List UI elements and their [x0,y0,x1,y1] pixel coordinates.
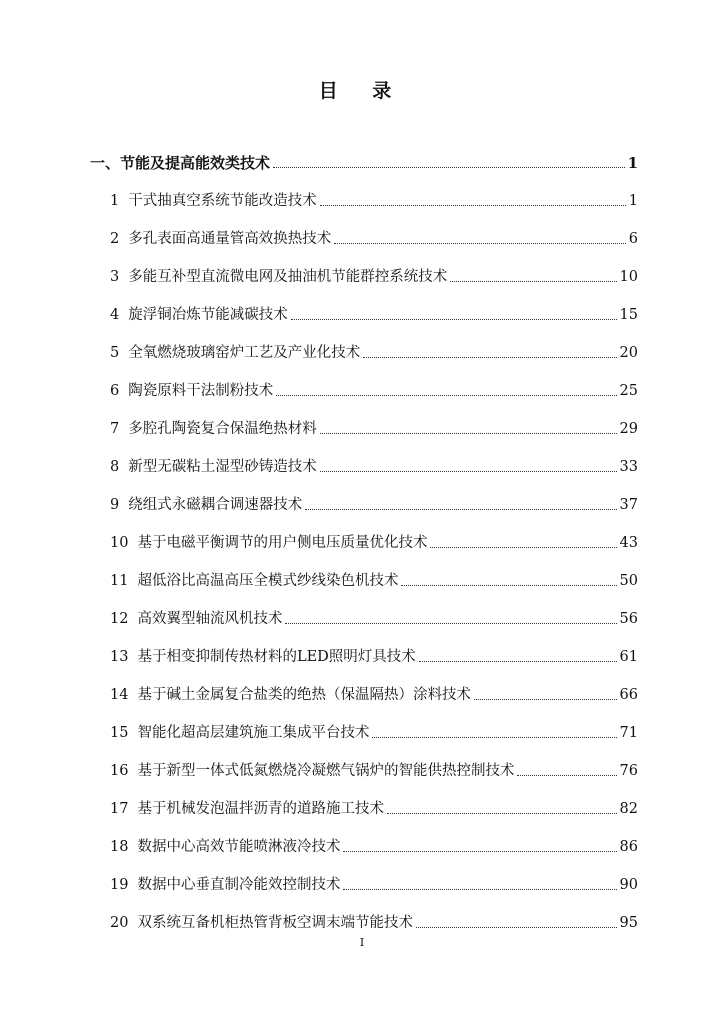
toc-item-label: 多能互补型直流微电网及抽油机节能群控系统技术 [128,269,448,285]
toc-item-page: 29 [619,421,638,437]
leader-dots [372,736,616,738]
toc-item[interactable] [110,264,638,286]
toc-item[interactable] [110,530,638,552]
toc-item-number: 18 [110,839,129,855]
leader-dots [416,926,617,928]
leader-dots [334,242,626,244]
toc-item-page: 15 [619,307,638,323]
toc-item-page: 33 [619,459,638,475]
toc-item-number: 17 [110,801,129,817]
leader-dots [401,584,616,586]
toc-item[interactable] [110,492,638,514]
toc-item-page: 66 [619,687,638,703]
toc-item-label: 高效翼型轴流风机技术 [137,611,283,627]
toc-item[interactable] [110,796,638,818]
toc-item[interactable] [110,682,638,704]
leader-dots [474,698,617,700]
leader-dots [273,166,625,168]
toc-item-label: 双系统互备机柜热管背板空调末端节能技术 [137,915,413,931]
toc-item-page: 6 [628,231,638,247]
toc-section-row[interactable] [90,150,638,172]
toc-item-page: 37 [619,497,638,513]
toc-item-label: 新型无碳粘土湿型砂铸造技术 [128,459,317,475]
toc-item-number: 7 [110,421,120,437]
toc-item-number: 16 [110,763,129,779]
toc-item[interactable] [110,872,638,894]
toc-item-number: 5 [110,345,120,361]
toc-item[interactable] [110,644,638,666]
toc-item[interactable] [110,302,638,324]
toc-item[interactable] [110,226,638,248]
toc-item-number: 6 [110,383,120,399]
leader-dots [291,318,617,320]
toc-item-label: 基于新型一体式低氮燃烧冷凝燃气锅炉的智能供热控制技术 [137,763,515,779]
toc-item-number: 14 [110,687,129,703]
toc-item-label: 基于相变抑制传热材料的LED照明灯具技术 [137,649,416,665]
toc-item-number: 1 [110,193,120,209]
toc-item-page: 90 [619,877,638,893]
leader-dots [305,508,616,510]
toc-item-number: 3 [110,269,120,285]
toc-item-number: 8 [110,459,120,475]
toc-item-label: 全氧燃烧玻璃窑炉工艺及产业化技术 [128,345,361,361]
leader-dots [343,850,616,852]
toc-item-number: 9 [110,497,120,513]
toc-item-label: 绕组式永磁耦合调速器技术 [128,497,303,513]
toc-item[interactable] [110,378,638,400]
leader-dots [320,432,617,434]
leader-dots [363,356,616,358]
toc-item-label: 智能化超高层建筑施工集成平台技术 [137,725,370,741]
toc-section-page: 1 [627,154,638,172]
toc-item-label: 数据中心高效节能喷淋液冷技术 [137,839,341,855]
toc-item-number: 2 [110,231,120,247]
leader-dots [419,660,617,662]
leader-dots [517,774,616,776]
toc-item[interactable] [110,188,638,210]
toc-item[interactable] [110,416,638,438]
toc-item[interactable] [110,910,638,932]
toc-item[interactable] [110,454,638,476]
toc-item-page: 25 [619,383,638,399]
toc-item-page: 61 [619,649,638,665]
toc-item[interactable] [110,606,638,628]
toc-item-label: 基于机械发泡温拌沥青的道路施工技术 [137,801,384,817]
toc-item-page: 50 [619,573,638,589]
toc-item-label: 基于电磁平衡调节的用户侧电压质量优化技术 [137,535,428,551]
toc-item-page: 43 [619,535,638,551]
toc-item-label: 陶瓷原料干法制粉技术 [128,383,274,399]
leader-dots [320,470,617,472]
toc-item[interactable] [110,758,638,780]
toc-item-label: 旋浮铜冶炼节能减碳技术 [128,307,288,323]
toc-item-page: 20 [619,345,638,361]
toc-item-label: 数据中心垂直制冷能效控制技术 [137,877,341,893]
toc-item[interactable] [110,340,638,362]
leader-dots [450,280,616,282]
toc-item-page: 76 [619,763,638,779]
toc-item-label: 超低浴比高温高压全模式纱线染色机技术 [137,573,399,589]
toc-item-page: 10 [619,269,638,285]
toc-item[interactable] [110,568,638,590]
toc-item-number: 20 [110,915,129,931]
leader-dots [285,622,616,624]
toc-item-number: 11 [110,573,129,589]
toc-item-page: 1 [628,193,638,209]
toc-item-label: 多孔表面高通量管高效换热技术 [128,231,332,247]
toc-item-label: 基于碱土金属复合盐类的绝热（保温隔热）涂料技术 [137,687,471,703]
toc-item-number: 19 [110,877,129,893]
leader-dots [430,546,616,548]
toc-item-number: 15 [110,725,129,741]
toc-item-number: 10 [110,535,129,551]
page-number-footer: I [359,936,365,949]
toc-item-number: 13 [110,649,129,665]
leader-dots [276,394,616,396]
leader-dots [387,812,617,814]
leader-dots [320,204,626,206]
toc-item-page: 86 [619,839,638,855]
toc-item-page: 82 [619,801,638,817]
leader-dots [343,888,616,890]
toc-item[interactable] [110,720,638,742]
toc-item-number: 12 [110,611,129,627]
toc-item-label: 多腔孔陶瓷复合保温绝热材料 [128,421,317,437]
toc-item[interactable] [110,834,638,856]
page-title: 目 录 [318,80,406,102]
toc-item-number: 4 [110,307,120,323]
toc-item-page: 56 [619,611,638,627]
toc-section-label: 一、节能及提高能效类技术 [90,154,271,172]
toc-item-label: 干式抽真空系统节能改造技术 [128,193,317,209]
toc-item-page: 71 [619,725,638,741]
toc-item-page: 95 [619,915,638,931]
